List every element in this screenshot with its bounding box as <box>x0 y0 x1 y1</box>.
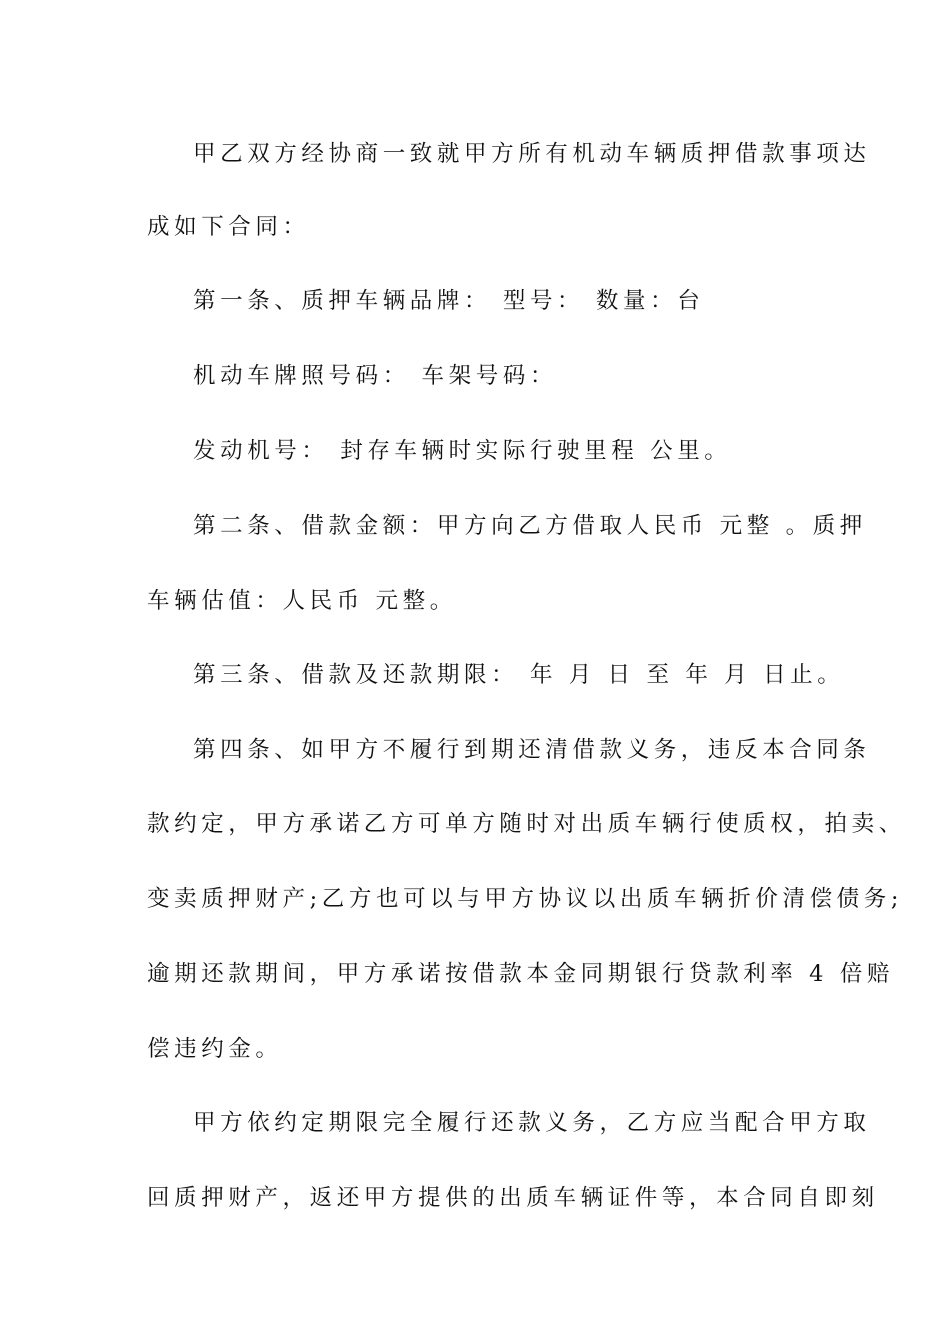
article-4-line-5: 偿违约金。 <box>147 1036 283 1062</box>
paragraph-intro-line-1: 甲乙双方经协商一致就甲方所有机动车辆质押借款事项达 <box>193 141 871 167</box>
article-4-line-2: 款约定，甲方承诺乙方可单方随时对出质车辆行使质权，拍卖、 <box>147 811 906 837</box>
article-4-line-1: 第四条、如甲方不履行到期还清借款义务，违反本合同条 <box>193 737 871 763</box>
article-1-line-2: 机动车牌照号码： 车架号码： <box>193 363 558 389</box>
article-3-line-1: 第三条、借款及还款期限： 年 月 日 至 年 月 日止。 <box>193 662 845 688</box>
article-4-line-4: 逾期还款期间，甲方承诺按借款本金同期银行贷款利率 4 倍赔 <box>147 961 895 987</box>
article-1-line-3: 发动机号： 封存车辆时实际行驶里程 公里。 <box>193 438 732 464</box>
paragraph-return-line-1: 甲方依约定期限完全履行还款义务，乙方应当配合甲方取 <box>193 1110 871 1136</box>
paragraph-return-line-2: 回质押财产，返还甲方提供的出质车辆证件等，本合同自即刻 <box>147 1185 879 1211</box>
paragraph-intro-line-2: 成如下合同： <box>147 214 310 240</box>
article-4-line-3: 变卖质押财产;乙方也可以与甲方协议以出质车辆折价清偿债务; <box>147 886 904 912</box>
article-2-line-2: 车辆估值：人民币 元整。 <box>147 588 457 614</box>
article-1-line-1: 第一条、质押车辆品牌： 型号： 数量：台 <box>193 288 705 314</box>
article-2-line-1: 第二条、借款金额：甲方向乙方借取人民币 元整 。质押 <box>193 513 867 539</box>
